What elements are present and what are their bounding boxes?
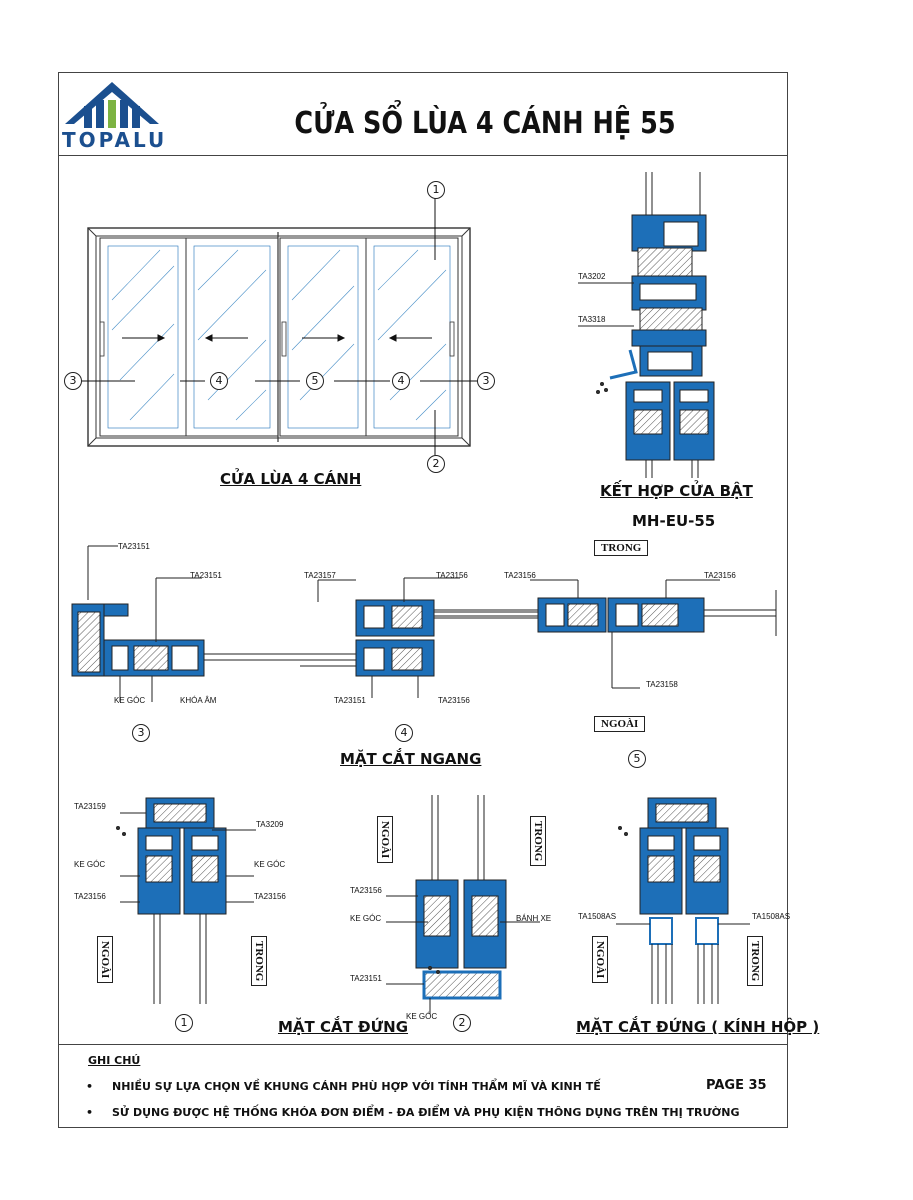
marker-v2: 2 (453, 1014, 471, 1032)
code-d4-2: TA23156 (436, 571, 468, 580)
marker-3-left: 3 (64, 372, 82, 390)
hsection-detail-5 (434, 580, 776, 688)
vsection-glass (616, 798, 750, 1004)
inside-label-v1: TRONG (251, 936, 267, 986)
code-ta3318: TA3318 (578, 315, 606, 324)
hsection-detail-4 (300, 578, 540, 698)
outside-label-v2: NGOÀI (377, 816, 393, 863)
vsection-caption: MẶT CẮT ĐỨNG (278, 1018, 409, 1036)
code-vg-1: TA1508AS (578, 912, 617, 921)
marker-1-top: 1 (427, 181, 445, 199)
code-d5-1: TA23156 (504, 571, 536, 580)
code-v1-4: KE GÓC (254, 860, 286, 869)
code-d3-3: KE GÓC (114, 696, 146, 705)
code-d5-2: TA23156 (704, 571, 736, 580)
marker-4-right: 4 (392, 372, 410, 390)
code-d3-1: TA23151 (118, 542, 150, 551)
marker-h4: 4 (395, 724, 413, 742)
code-v1-5: TA23156 (74, 892, 106, 901)
code-d3-4: KHÓA ÂM (180, 696, 217, 705)
marker-4-left: 4 (210, 372, 228, 390)
code-d4-3: TA23151 (334, 696, 366, 705)
code-v1-2: TA3209 (256, 820, 284, 829)
vsection-detail-1 (117, 798, 257, 1004)
outside-label-h: NGOÀI (594, 716, 645, 732)
note-item-2: • SỬ DỤNG ĐƯỢC HỆ THỐNG KHÓA ĐƠN ĐIỂM - ĐA ĐIỂM VÀ PHỤ KIỆN THÔNG DỤNG TRÊN THỊ TRƯỜNG (86, 1106, 740, 1119)
page-number: PAGE 35 (706, 1078, 767, 1093)
marker-5: 5 (306, 372, 324, 390)
code-d3-2: TA23151 (190, 571, 222, 580)
outside-label-v1: NGOÀI (97, 936, 113, 983)
code-vg-2: TA1508AS (752, 912, 791, 921)
code-v2-4: TA23151 (350, 974, 382, 983)
inside-label-h: TRONG (594, 540, 648, 556)
combo-subcaption: MH-EU-55 (632, 512, 716, 530)
code-v1-6: TA23156 (254, 892, 286, 901)
code-v2-3: BÁNH XE (516, 914, 552, 923)
hsection-caption: MẶT CẮT NGANG (340, 750, 482, 768)
code-v2-1: TA23156 (350, 886, 382, 895)
page-title: CỬA SỔ LÙA 4 CÁNH HỆ 55 (294, 106, 676, 141)
code-ta3202: TA3202 (578, 272, 606, 281)
marker-2: 2 (427, 455, 445, 473)
marker-3-right: 3 (477, 372, 495, 390)
elevation-caption: CỬA LÙA 4 CÁNH (220, 470, 362, 488)
code-v1-3: KE GÓC (74, 860, 106, 869)
notes-heading: GHI CHÚ (88, 1054, 141, 1067)
marker-v1: 1 (175, 1014, 193, 1032)
code-v2-5: KE GÓC (406, 1012, 438, 1021)
combo-section (578, 172, 714, 478)
vsection-detail-2 (386, 795, 540, 1014)
code-v1-1: TA23159 (74, 802, 106, 811)
inside-label-v2: TRONG (530, 816, 546, 866)
combo-caption: KẾT HỢP CỬA BẬT (600, 482, 753, 500)
inside-label-vg: TRONG (747, 936, 763, 986)
hsection-detail-3 (72, 546, 360, 702)
code-d4-4: TA23156 (438, 696, 470, 705)
logo-text: TOPALU (62, 128, 168, 152)
vsection-glass-caption: MẶT CẮT ĐỨNG ( KÍNH HỘP ) (576, 1018, 820, 1036)
code-d4-1: TA23157 (304, 571, 336, 580)
code-v2-2: KE GÓC (350, 914, 382, 923)
outside-label-vg: NGOÀI (592, 936, 608, 983)
window-elevation (80, 196, 478, 455)
note-item-1: • NHIỀU SỰ LỰA CHỌN VỀ KHUNG CÁNH PHÙ HỢP VỚI TÍNH THẨM MĨ VÀ KINH TẾ (86, 1080, 601, 1093)
marker-h5: 5 (628, 750, 646, 768)
code-d5-3: TA23158 (646, 680, 678, 689)
marker-h3: 3 (132, 724, 150, 742)
